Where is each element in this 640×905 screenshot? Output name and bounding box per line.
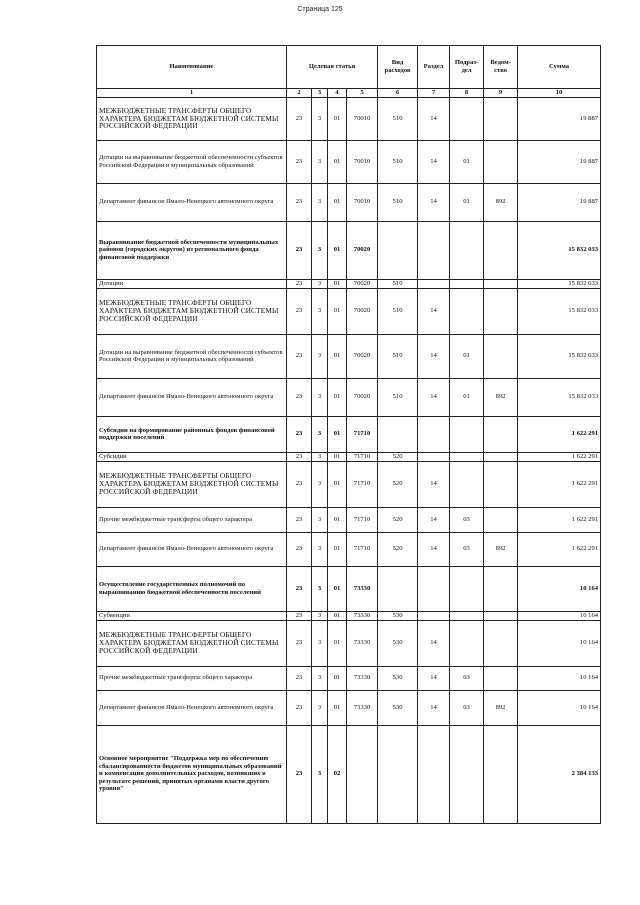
row-sum: 10 164	[518, 620, 601, 666]
row-name: Осуществление государственных полномочий по выравниванию бюджетной обеспеченности поселений	[97, 566, 287, 611]
row-expense-type	[378, 725, 418, 823]
table-row	[97, 183, 601, 221]
row-subsection	[450, 611, 484, 620]
table-row	[97, 221, 601, 279]
row-expense-type: 520	[378, 507, 418, 532]
row-department	[484, 507, 518, 532]
row-department	[484, 452, 518, 461]
row-name: Прочие межбюджетные трансферты общего характера	[97, 666, 287, 690]
column-number-row	[97, 89, 601, 98]
row-target-1: 23	[287, 725, 312, 823]
row-expense-type: 530	[378, 690, 418, 725]
row-expense-type: 510	[378, 97, 418, 140]
row-target-1: 23	[287, 183, 312, 221]
row-name: Департамент финансов Ямало-Ненецкого автономного округа	[97, 690, 287, 725]
row-target-1: 23	[287, 416, 312, 452]
row-section: 14	[418, 378, 450, 416]
row-section: 14	[418, 690, 450, 725]
row-section: 14	[418, 97, 450, 140]
row-subsection: 03	[450, 532, 484, 566]
row-target-2: 3	[312, 334, 328, 378]
row-name: МЕЖБЮДЖЕТНЫЕ ТРАНСФЕРТЫ ОБЩЕГО ХАРАКТЕРА БЮДЖЕТАМ БЮДЖЕТНОЙ СИСТЕМЫ РОССИЙСКОЙ ФЕДЕРАЦИИ	[97, 288, 287, 334]
row-target-4: 73330	[347, 566, 378, 611]
header-department: Ведом-ство	[484, 46, 518, 89]
table-row	[97, 334, 601, 378]
row-target-3: 01	[328, 378, 347, 416]
table-row	[97, 378, 601, 416]
row-department	[484, 140, 518, 183]
header-expense-type: Вид расходов	[378, 46, 418, 89]
row-section	[418, 452, 450, 461]
row-subsection	[450, 279, 484, 288]
row-sum: 19 887	[518, 140, 601, 183]
row-subsection: 03	[450, 666, 484, 690]
row-expense-type: 510	[378, 279, 418, 288]
row-department	[484, 416, 518, 452]
row-subsection	[450, 416, 484, 452]
row-target-2: 3	[312, 690, 328, 725]
row-subsection	[450, 288, 484, 334]
column-number: 1	[97, 89, 287, 98]
row-name: Прочие межбюджетные трансферты общего характера	[97, 507, 287, 532]
row-name: Субсидии на формирование районных фондов финансовой поддержки поселений	[97, 416, 287, 452]
row-target-3: 01	[328, 532, 347, 566]
row-target-4: 71710	[347, 452, 378, 461]
row-target-2: 3	[312, 221, 328, 279]
table-row	[97, 288, 601, 334]
column-number: 3	[312, 89, 328, 98]
row-target-3: 01	[328, 97, 347, 140]
row-department	[484, 97, 518, 140]
table-row	[97, 725, 601, 823]
row-sum: 15 832 033	[518, 288, 601, 334]
row-target-3: 01	[328, 452, 347, 461]
row-name: Субвенции	[97, 611, 287, 620]
row-section	[418, 725, 450, 823]
row-target-1: 23	[287, 452, 312, 461]
row-sum: 10 164	[518, 690, 601, 725]
row-target-4: 70010	[347, 140, 378, 183]
row-target-4: 70020	[347, 334, 378, 378]
row-sum: 19 887	[518, 97, 601, 140]
row-target-2: 3	[312, 461, 328, 507]
column-number: 6	[378, 89, 418, 98]
row-expense-type: 510	[378, 288, 418, 334]
budget-table	[96, 45, 601, 824]
row-subsection	[450, 452, 484, 461]
row-target-1: 23	[287, 221, 312, 279]
row-department	[484, 461, 518, 507]
row-target-2: 3	[312, 666, 328, 690]
row-target-4: 71710	[347, 532, 378, 566]
row-sum: 1 622 291	[518, 416, 601, 452]
row-expense-type: 530	[378, 620, 418, 666]
row-target-2: 3	[312, 611, 328, 620]
row-section: 14	[418, 507, 450, 532]
row-department	[484, 279, 518, 288]
row-expense-type: 520	[378, 452, 418, 461]
row-target-4: 73330	[347, 666, 378, 690]
row-target-4: 71710	[347, 507, 378, 532]
row-target-4: 70020	[347, 221, 378, 279]
row-sum: 15 832 033	[518, 279, 601, 288]
row-target-2: 3	[312, 566, 328, 611]
row-name: МЕЖБЮДЖЕТНЫЕ ТРАНСФЕРТЫ ОБЩЕГО ХАРАКТЕРА БЮДЖЕТАМ БЮДЖЕТНОЙ СИСТЕМЫ РОССИЙСКОЙ ФЕДЕРАЦИИ	[97, 97, 287, 140]
row-sum: 15 832 033	[518, 378, 601, 416]
row-department	[484, 288, 518, 334]
table-row	[97, 452, 601, 461]
row-department	[484, 620, 518, 666]
row-expense-type: 510	[378, 183, 418, 221]
row-department	[484, 725, 518, 823]
row-target-1: 23	[287, 378, 312, 416]
table-row	[97, 461, 601, 507]
row-sum: 2 384 133	[518, 725, 601, 823]
row-target-4: 73330	[347, 620, 378, 666]
row-department	[484, 221, 518, 279]
table-row	[97, 620, 601, 666]
row-target-3: 01	[328, 566, 347, 611]
row-department: 892	[484, 183, 518, 221]
row-department: 892	[484, 532, 518, 566]
row-target-2: 3	[312, 378, 328, 416]
row-expense-type: 510	[378, 378, 418, 416]
table-row	[97, 140, 601, 183]
row-target-2: 3	[312, 725, 328, 823]
table-row	[97, 566, 601, 611]
row-target-3: 01	[328, 507, 347, 532]
row-sum: 1 622 291	[518, 507, 601, 532]
row-target-1: 23	[287, 611, 312, 620]
row-target-3: 01	[328, 611, 347, 620]
table-row	[97, 97, 601, 140]
row-section: 14	[418, 288, 450, 334]
row-target-3: 01	[328, 140, 347, 183]
row-target-4: 70010	[347, 97, 378, 140]
row-subsection: 01	[450, 140, 484, 183]
row-target-2: 3	[312, 279, 328, 288]
row-department	[484, 334, 518, 378]
row-sum: 1 622 291	[518, 532, 601, 566]
row-target-3: 01	[328, 666, 347, 690]
row-expense-type	[378, 416, 418, 452]
row-section	[418, 566, 450, 611]
row-expense-type	[378, 566, 418, 611]
column-number: 9	[484, 89, 518, 98]
row-target-3: 01	[328, 690, 347, 725]
row-section	[418, 221, 450, 279]
row-target-4: 71710	[347, 461, 378, 507]
row-target-1: 23	[287, 97, 312, 140]
row-sum: 15 832 033	[518, 221, 601, 279]
row-target-4: 70020	[347, 288, 378, 334]
row-target-2: 3	[312, 452, 328, 461]
row-subsection: 01	[450, 378, 484, 416]
row-department	[484, 666, 518, 690]
row-expense-type: 530	[378, 666, 418, 690]
row-target-1: 23	[287, 532, 312, 566]
column-number: 2	[287, 89, 312, 98]
table-row	[97, 690, 601, 725]
table-row	[97, 507, 601, 532]
row-target-3: 01	[328, 620, 347, 666]
row-target-1: 23	[287, 461, 312, 507]
row-name: Дотации на выравнивание бюджетной обеспеченности субъектов Российской Федерации и муниципальных образований	[97, 334, 287, 378]
row-target-3: 01	[328, 221, 347, 279]
row-section: 14	[418, 461, 450, 507]
row-subsection: 03	[450, 507, 484, 532]
row-sum: 10 164	[518, 611, 601, 620]
column-number: 8	[450, 89, 484, 98]
table-row	[97, 279, 601, 288]
row-target-2: 3	[312, 416, 328, 452]
row-section: 14	[418, 620, 450, 666]
row-target-1: 23	[287, 566, 312, 611]
column-number: 4	[328, 89, 347, 98]
row-subsection	[450, 97, 484, 140]
row-section: 14	[418, 666, 450, 690]
row-target-2: 3	[312, 288, 328, 334]
row-subsection: 01	[450, 183, 484, 221]
row-section	[418, 611, 450, 620]
row-expense-type: 510	[378, 334, 418, 378]
row-target-4: 73330	[347, 611, 378, 620]
row-sum: 10 164	[518, 666, 601, 690]
header-target: Целевая статья	[287, 46, 378, 89]
row-subsection	[450, 461, 484, 507]
column-number: 5	[347, 89, 378, 98]
row-target-3: 01	[328, 461, 347, 507]
column-number: 10	[518, 89, 601, 98]
row-sum: 1 622 291	[518, 461, 601, 507]
row-target-3: 01	[328, 416, 347, 452]
row-target-3: 01	[328, 279, 347, 288]
row-department	[484, 611, 518, 620]
row-target-3: 02	[328, 725, 347, 823]
header-row	[97, 46, 601, 89]
header-sum: Сумма	[518, 46, 601, 89]
row-target-4: 70020	[347, 279, 378, 288]
row-target-2: 3	[312, 620, 328, 666]
table-row	[97, 532, 601, 566]
row-section: 14	[418, 183, 450, 221]
row-subsection	[450, 566, 484, 611]
row-department: 892	[484, 378, 518, 416]
row-name: Дотации	[97, 279, 287, 288]
row-target-3: 01	[328, 334, 347, 378]
row-name: Субсидии	[97, 452, 287, 461]
header-section: Раздел	[418, 46, 450, 89]
row-target-4: 71710	[347, 416, 378, 452]
row-target-1: 23	[287, 140, 312, 183]
row-name: Департамент финансов Ямало-Ненецкого автономного округа	[97, 532, 287, 566]
row-target-3: 01	[328, 183, 347, 221]
row-sum: 19 887	[518, 183, 601, 221]
row-sum: 15 832 033	[518, 334, 601, 378]
row-target-1: 23	[287, 279, 312, 288]
row-subsection	[450, 725, 484, 823]
row-name: Дотации на выравнивание бюджетной обеспеченности субъектов Российской Федерации и муниципальных образований	[97, 140, 287, 183]
row-subsection: 01	[450, 334, 484, 378]
row-target-1: 23	[287, 690, 312, 725]
row-target-2: 3	[312, 532, 328, 566]
row-target-1: 23	[287, 620, 312, 666]
row-target-2: 3	[312, 140, 328, 183]
row-sum: 10 164	[518, 566, 601, 611]
row-target-2: 3	[312, 97, 328, 140]
row-target-2: 3	[312, 507, 328, 532]
row-section	[418, 416, 450, 452]
row-target-4: 70020	[347, 378, 378, 416]
table-row	[97, 416, 601, 452]
table-row	[97, 611, 601, 620]
row-name: Департамент финансов Ямало-Ненецкого автономного округа	[97, 183, 287, 221]
header-name: Наименование	[97, 46, 287, 89]
row-name: МЕЖБЮДЖЕТНЫЕ ТРАНСФЕРТЫ ОБЩЕГО ХАРАКТЕРА БЮДЖЕТАМ БЮДЖЕТНОЙ СИСТЕМЫ РОССИЙСКОЙ ФЕДЕРАЦИИ	[97, 620, 287, 666]
row-section: 14	[418, 334, 450, 378]
row-expense-type	[378, 221, 418, 279]
row-name: МЕЖБЮДЖЕТНЫЕ ТРАНСФЕРТЫ ОБЩЕГО ХАРАКТЕРА БЮДЖЕТАМ БЮДЖЕТНОЙ СИСТЕМЫ РОССИЙСКОЙ ФЕДЕРАЦИИ	[97, 461, 287, 507]
row-expense-type: 510	[378, 140, 418, 183]
row-department: 892	[484, 690, 518, 725]
header-subsection: Подраз-дел	[450, 46, 484, 89]
row-sum: 1 622 291	[518, 452, 601, 461]
row-section	[418, 279, 450, 288]
row-section: 14	[418, 140, 450, 183]
row-department	[484, 566, 518, 611]
row-target-1: 23	[287, 334, 312, 378]
row-section: 14	[418, 532, 450, 566]
row-target-4	[347, 725, 378, 823]
row-name: Выравнивание бюджетной обеспеченности муниципальных районов (городских округов) из регионального фонда финансовой поддержки	[97, 221, 287, 279]
row-name: Основное мероприятие "Поддержка мер по обеспечению сбалансированности бюджетов муниципальных образований и компенсация дополнительных расходов, возникших в результате решений, принятых органами власти другого уровня"	[97, 725, 287, 823]
row-target-3: 01	[328, 288, 347, 334]
row-expense-type: 530	[378, 611, 418, 620]
row-expense-type: 520	[378, 461, 418, 507]
row-subsection	[450, 221, 484, 279]
row-target-4: 73330	[347, 690, 378, 725]
row-name: Департамент финансов Ямало-Ненецкого автономного округа	[97, 378, 287, 416]
row-target-4: 70010	[347, 183, 378, 221]
row-target-1: 23	[287, 507, 312, 532]
row-target-2: 3	[312, 183, 328, 221]
column-number: 7	[418, 89, 450, 98]
row-expense-type: 520	[378, 532, 418, 566]
row-target-1: 23	[287, 288, 312, 334]
page-label: Страница 125	[297, 6, 343, 13]
row-subsection: 03	[450, 690, 484, 725]
table-row	[97, 666, 601, 690]
row-subsection	[450, 620, 484, 666]
row-target-1: 23	[287, 666, 312, 690]
